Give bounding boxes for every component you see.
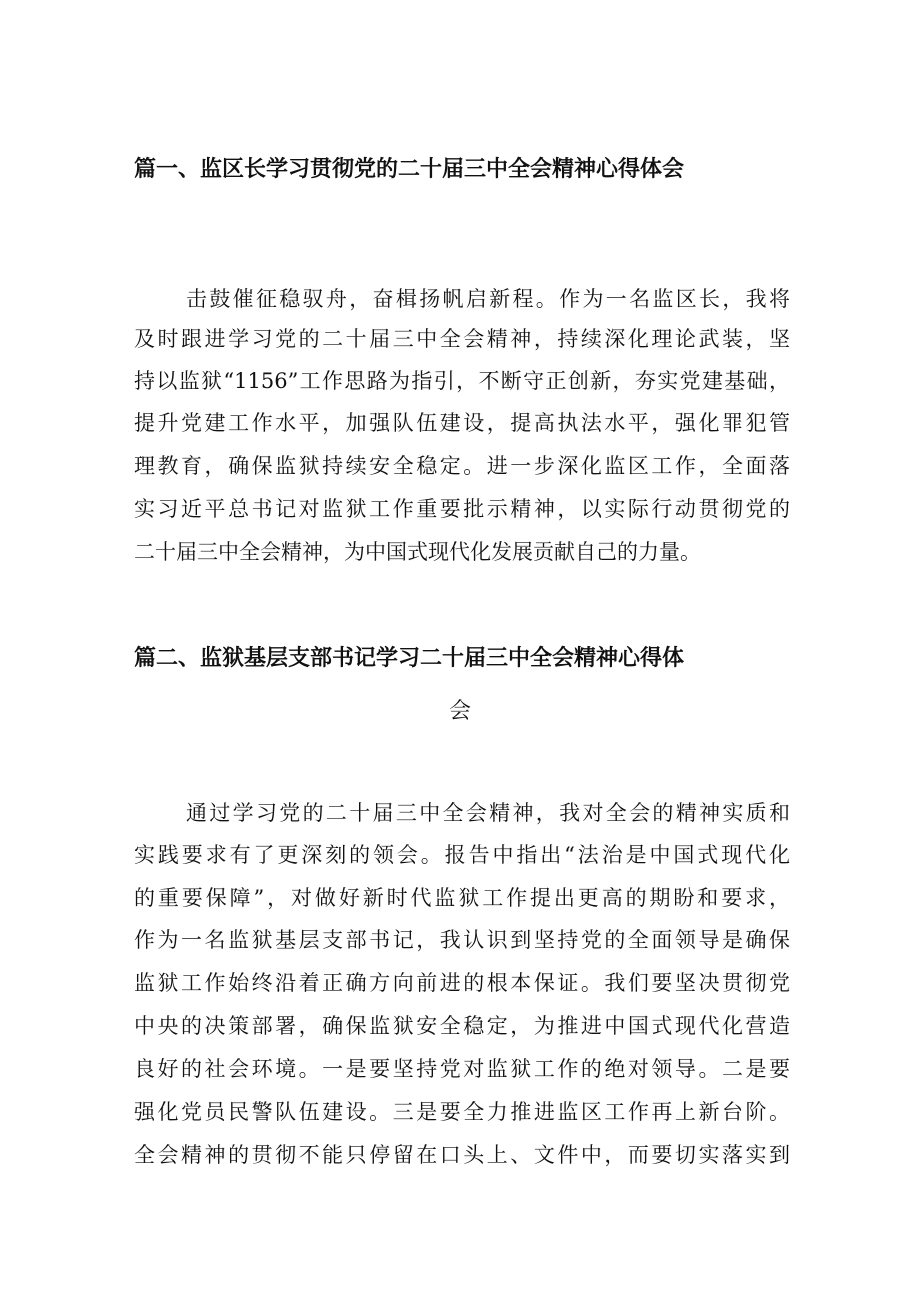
section2-line-3: 的重要保障”，对做好新时代监狱工作提出更高的期盼和要求， <box>134 886 790 910</box>
section1-title: 篇一、监区长学习贯彻党的二十届三中全会精神心得体会 <box>134 157 685 182</box>
section2-line-1: 通过学习党的二十届三中全会精神，我对全会的精神实质和 <box>186 801 790 825</box>
section2-line-4: 作为一名监狱基层支部书记，我认识到坚持党的全面领导是确保 <box>134 928 790 952</box>
section2-line-9: 全会精神的贯彻不能只停留在口头上、文件中，而要切实落实到 <box>134 1143 790 1167</box>
section1-line-5: 理教育，确保监狱持续安全稳定。进一步深化监区工作，全面落 <box>134 454 790 478</box>
section2-title-line-1: 篇二、监狱基层支部书记学习二十届三中全会精神心得体 <box>134 646 685 671</box>
section1-line-4: 提升党建工作水平，加强队伍建设，提高执法水平，强化罪犯管 <box>134 411 790 435</box>
section2-line-8: 强化党员民警队伍建设。三是要全力推进监区工作再上新台阶。 <box>134 1100 790 1124</box>
section2-line-5: 监狱工作始终沿着正确方向前进的根本保证。我们要坚决贯彻党 <box>134 971 790 995</box>
section1-line-7: 二十届三中全会精神，为中国式现代化发展贡献自己的力量。 <box>134 540 701 564</box>
section2-title-line-2: 会 <box>448 699 471 724</box>
section1-line-2: 及时跟进学习党的二十届三中全会精神，持续深化理论武装，坚 <box>134 327 790 351</box>
section2-line-2: 实践要求有了更深刻的领会。报告中指出“法治是中国式现代化 <box>134 843 790 867</box>
section1-line-6: 实习近平总书记对监狱工作重要批示精神，以实际行动贯彻党的 <box>134 497 790 521</box>
section2-line-6: 中央的决策部署，确保监狱安全稳定，为推进中国式现代化营造 <box>134 1014 790 1038</box>
section1-line-1: 击鼓催征稳驭舟，奋楫扬帆启新程。作为一名监区长，我将 <box>186 287 790 311</box>
section2-line-7: 良好的社会环境。一是要坚持党对监狱工作的绝对领导。二是要 <box>134 1057 790 1081</box>
section1-line-3: 持以监狱“1156”工作思路为指引，不断守正创新，夯实党建基础， <box>134 369 790 393</box>
